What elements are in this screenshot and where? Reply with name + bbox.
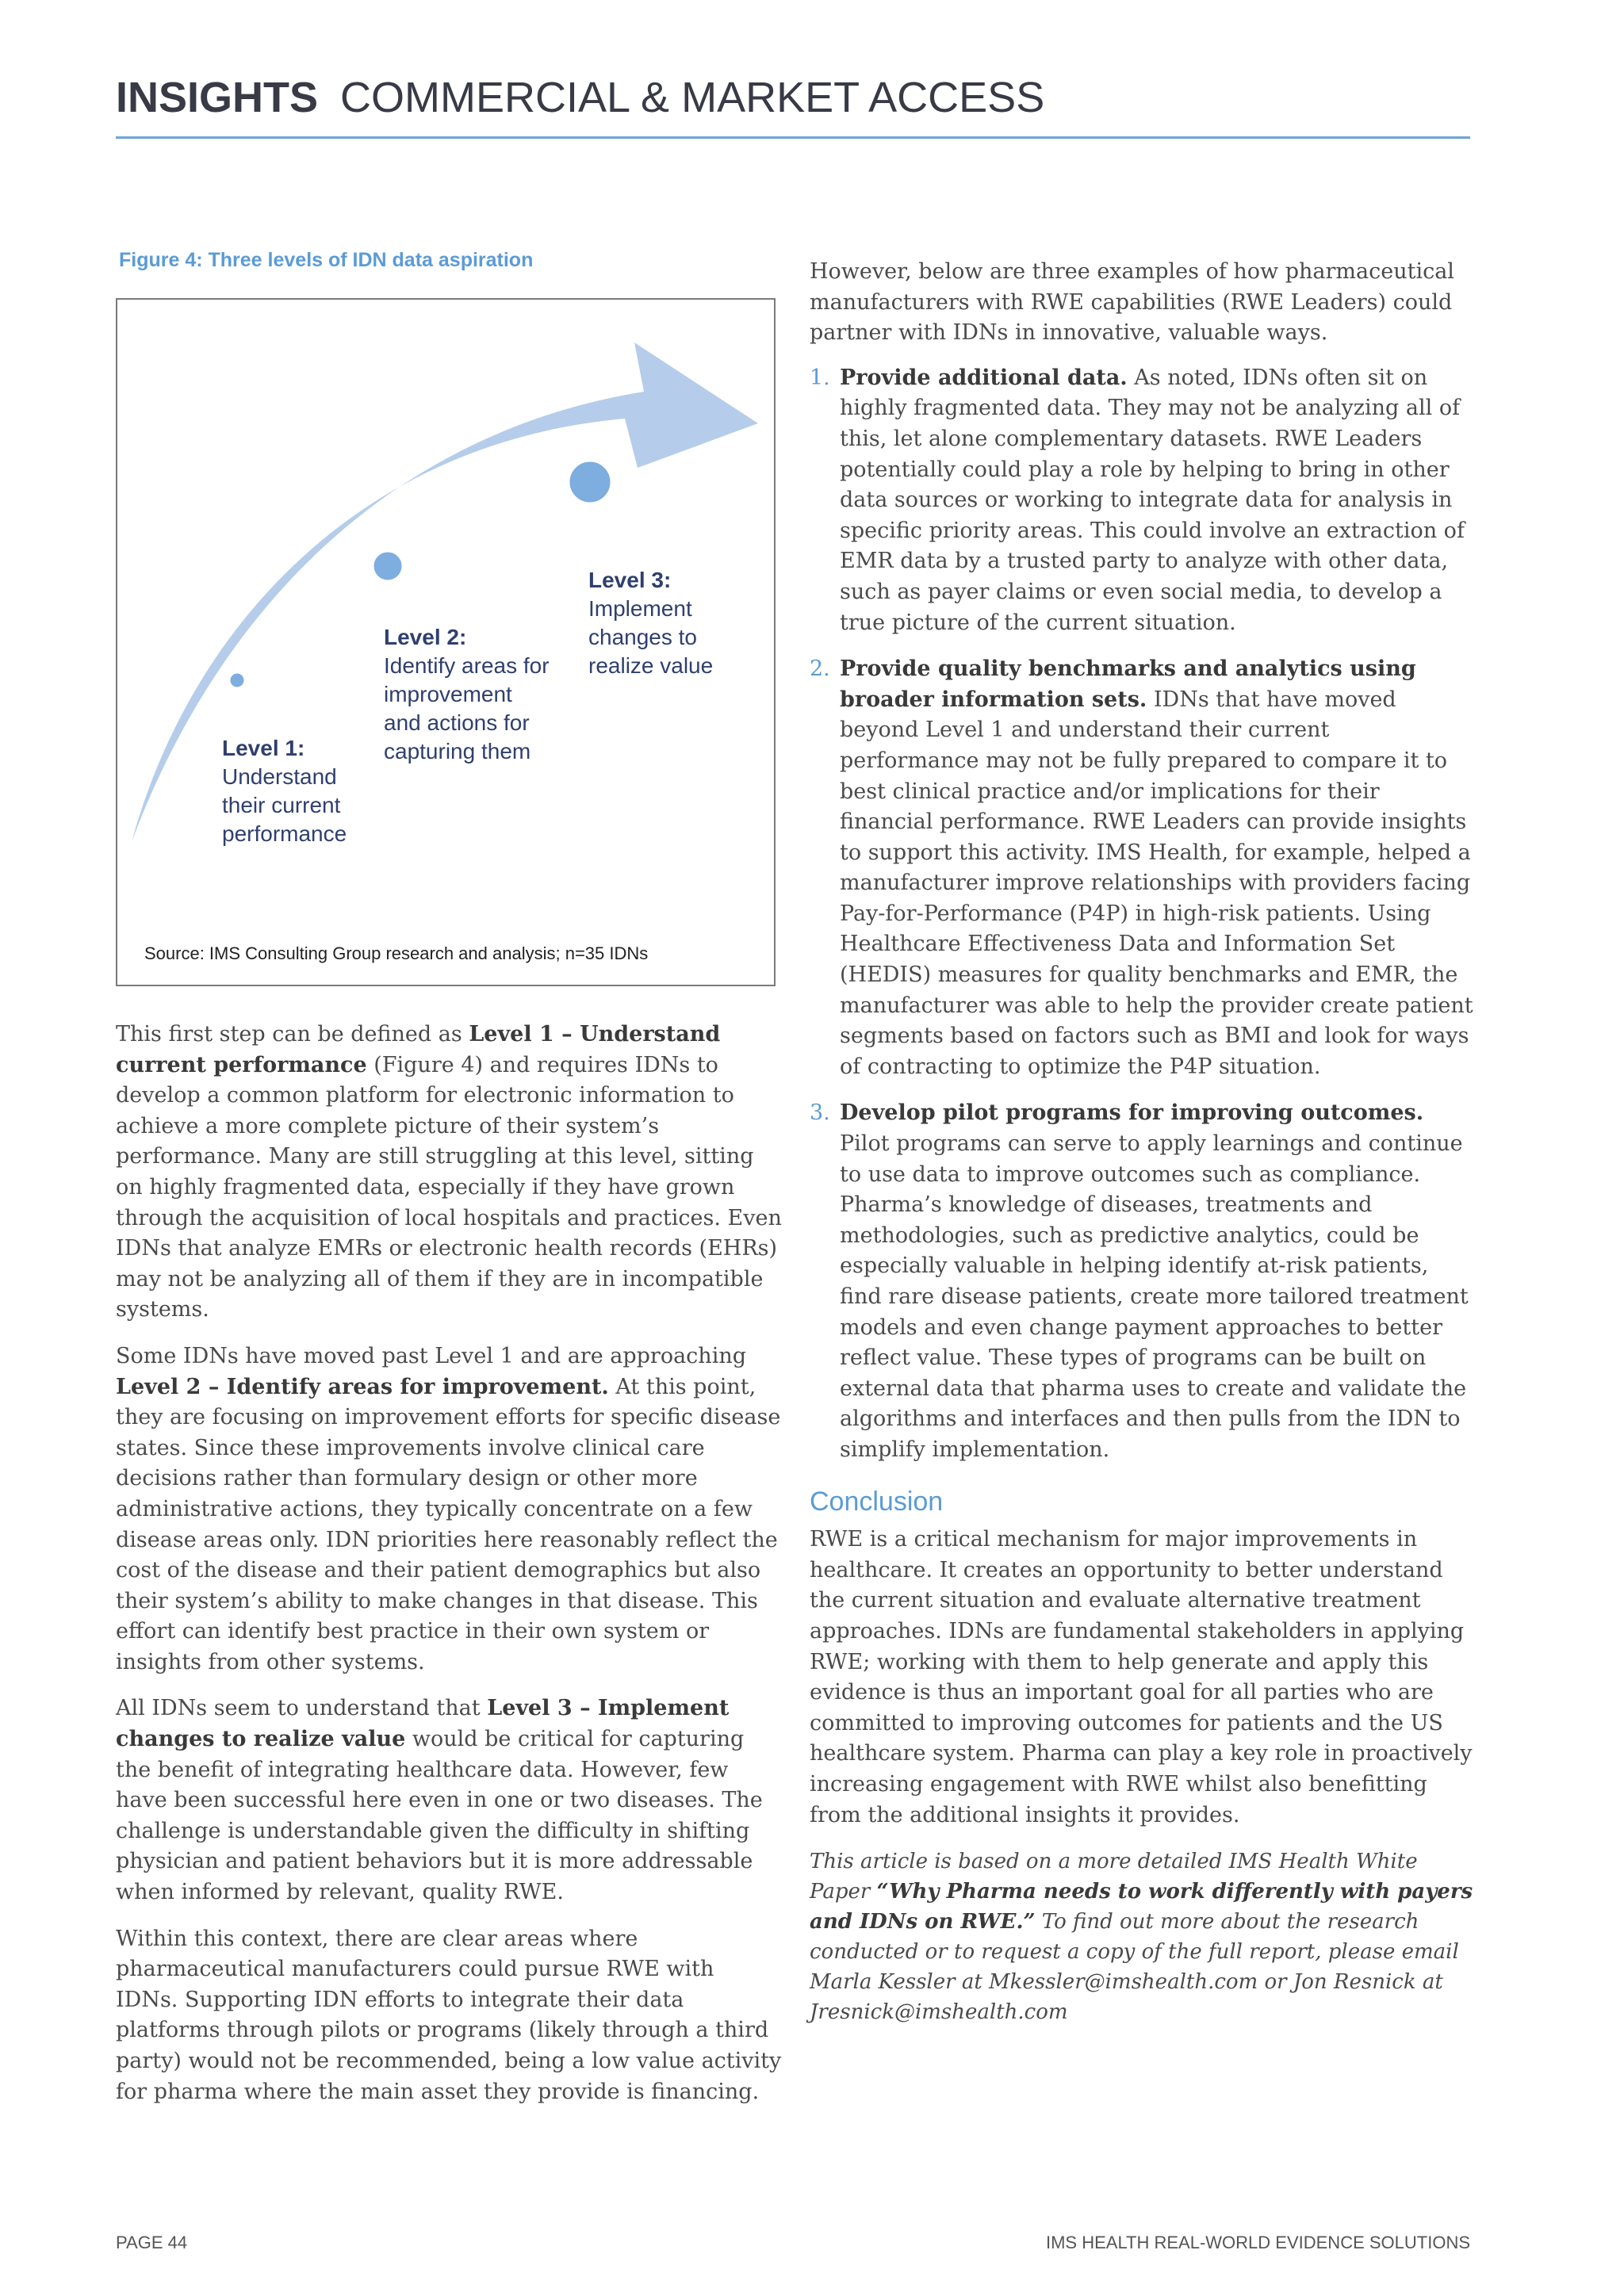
page-number: PAGE 44	[116, 2233, 188, 2252]
list-item: 1. Provide additional data. As noted, IDNs often sit on highly fragmented data. They may not be analyzing all of this, let alone complementary datasets. RWE Leaders potentially could play a role by helping to bring in other data sources or working to integrate data for analysis in specific priority areas. This could involve an extraction of EMR data by a trusted party to analyze with other data, such as payer claims or even social media, to develop a true picture of the current situation.	[810, 365, 1465, 635]
publication-name: IMS HEALTH REAL-WORLD EVIDENCE SOLUTIONS	[1045, 2233, 1470, 2252]
paragraph-level-3: All IDNs seem to understand that Level 3 – Implement changes to realize value would be critical for capturing the benefit of integrating healthcare data. However, few have been successful here even in one or two diseases. The challenge is understandable given the difficulty in shifting physician and patient behaviors but it is more addressable when informed by relevant, quality RWE.	[116, 1696, 763, 1905]
page-header	[116, 73, 1470, 139]
left-column	[116, 1020, 782, 2123]
section-title: INSIGHTS	[116, 74, 319, 121]
right-column	[810, 257, 1474, 2043]
level-2-dot	[373, 551, 403, 581]
conclusion-paragraph: RWE is a critical mechanism for major improvements in healthcare. It creates an opportunity to better understand the current situation and evaluate alternative treatment approaches. IDNs are fundamental stakeholders in applying RWE; working with them to help generate and apply this evidence is thus an important goal for all parties who are committed to improving outcomes for patients and the US healthcare system. Pharma can play a key role in proactively increasing engagement with RWE whilst also benefitting from the additional insights it provides.	[810, 1527, 1473, 1827]
source-note: This article is based on a more detailed IMS Health White Paper “Why Pharma needs to work differently with payers and IDNs on RWE.” To find out more about the research conducted or to request a copy of the full report, please email Marla Kessler at Mkessler@imshealth.com or Jon Resnick at Jresnick@imshealth.com	[810, 1850, 1473, 2025]
section-subtitle: COMMERCIAL & MARKET ACCESS	[340, 74, 1045, 121]
level-3-dot	[569, 461, 611, 503]
level-1-dot	[229, 672, 245, 688]
figure-caption: Figure 4: Three levels of IDN data aspiration	[119, 249, 534, 271]
intro-paragraph: However, below are three examples of how pharmaceutical manufacturers with RWE capabilities (RWE Leaders) could partner with IDNs in innovative, valuable ways.	[810, 259, 1454, 346]
paragraph-context: Within this context, there are clear areas where pharmaceutical manufacturers could pursue RWE with IDNs. Supporting IDN efforts to integrate their data platforms through pilots or programs (likely through a third party) would not be recommended, being a low value activity for pharma where the main asset they provide is financing.	[116, 1926, 782, 2104]
level-1-label: Level 1: Understand their current performance	[222, 736, 347, 846]
figure-box	[116, 298, 776, 986]
figure-source: Source: IMS Consulting Group research and analysis; n=35 IDNs	[144, 943, 649, 963]
paragraph-level-2: Some IDNs have moved past Level 1 and are approaching Level 2 – Identify areas for improvement. At this point, they are focusing on improvement efforts for specific disease states. Since these improvements involve clinical care decisions rather than formulary design or other more administrative actions, they typically concentrate on a few disease areas only. IDN priorities here reasonably reflect the cost of the disease and their patient demographics but also their system’s ability to make changes in that disease. This effort can identify best practice in their own system or insights from other systems.	[116, 1343, 781, 1674]
list-item: 3. Develop pilot programs for improving outcomes. Pilot programs can serve to apply learnings and continue to use data to improve outcomes such as compliance. Pharma’s knowledge of diseases, treatments and methodologies, such as predictive analytics, could be especially valuable in helping identify at-risk patients, find rare disease patients, create more tailored treatment models and even change payment approaches to better reflect value. These types of programs can be built on external data that pharma uses to create and validate the algorithms and interfaces and then pulls from the IDN to simplify implementation.	[810, 1100, 1469, 1462]
examples-list	[810, 363, 1474, 1466]
level-3-label: Level 3: Implement changes to realize value	[588, 568, 714, 678]
paragraph-level-1: This first step can be defined as Level 1 – Understand current performance (Figure 4) and requires IDNs to develop a common platform for electronic information to achieve a more complete picture of their system’s performance. Many are still struggling at this level, sitting on highly fragmented data, especially if they have grown through the acquisition of local hospitals and practices. Even IDNs that analyze EMRs or electronic health records (EHRs) may not be analyzing all of them if they are in incompatible systems.	[116, 1022, 782, 1322]
list-item: 2. Provide quality benchmarks and analytics using broader information sets. IDNs that have moved beyond Level 1 and understand their current performance may not be fully prepared to compare it to best clinical practice and/or implications for their financial performance. RWE Leaders can provide insights to support this activity. IMS Health, for example, helped a manufacturer improve relationships with providers facing Pay-for-Performance (P4P) in high-risk patients. Using Healthcare Effectiveness Data and Information Set (HEDIS) measures for quality benchmarks and EMR, the manufacturer was able to help the provider create patient segments based on factors such as BMI and look for ways of contracting to optimize the P4P situation.	[810, 656, 1473, 1079]
level-2-label: Level 2: Identify areas for improvement and actions for capturing them	[384, 625, 550, 763]
conclusion-heading: Conclusion	[810, 1486, 944, 1517]
